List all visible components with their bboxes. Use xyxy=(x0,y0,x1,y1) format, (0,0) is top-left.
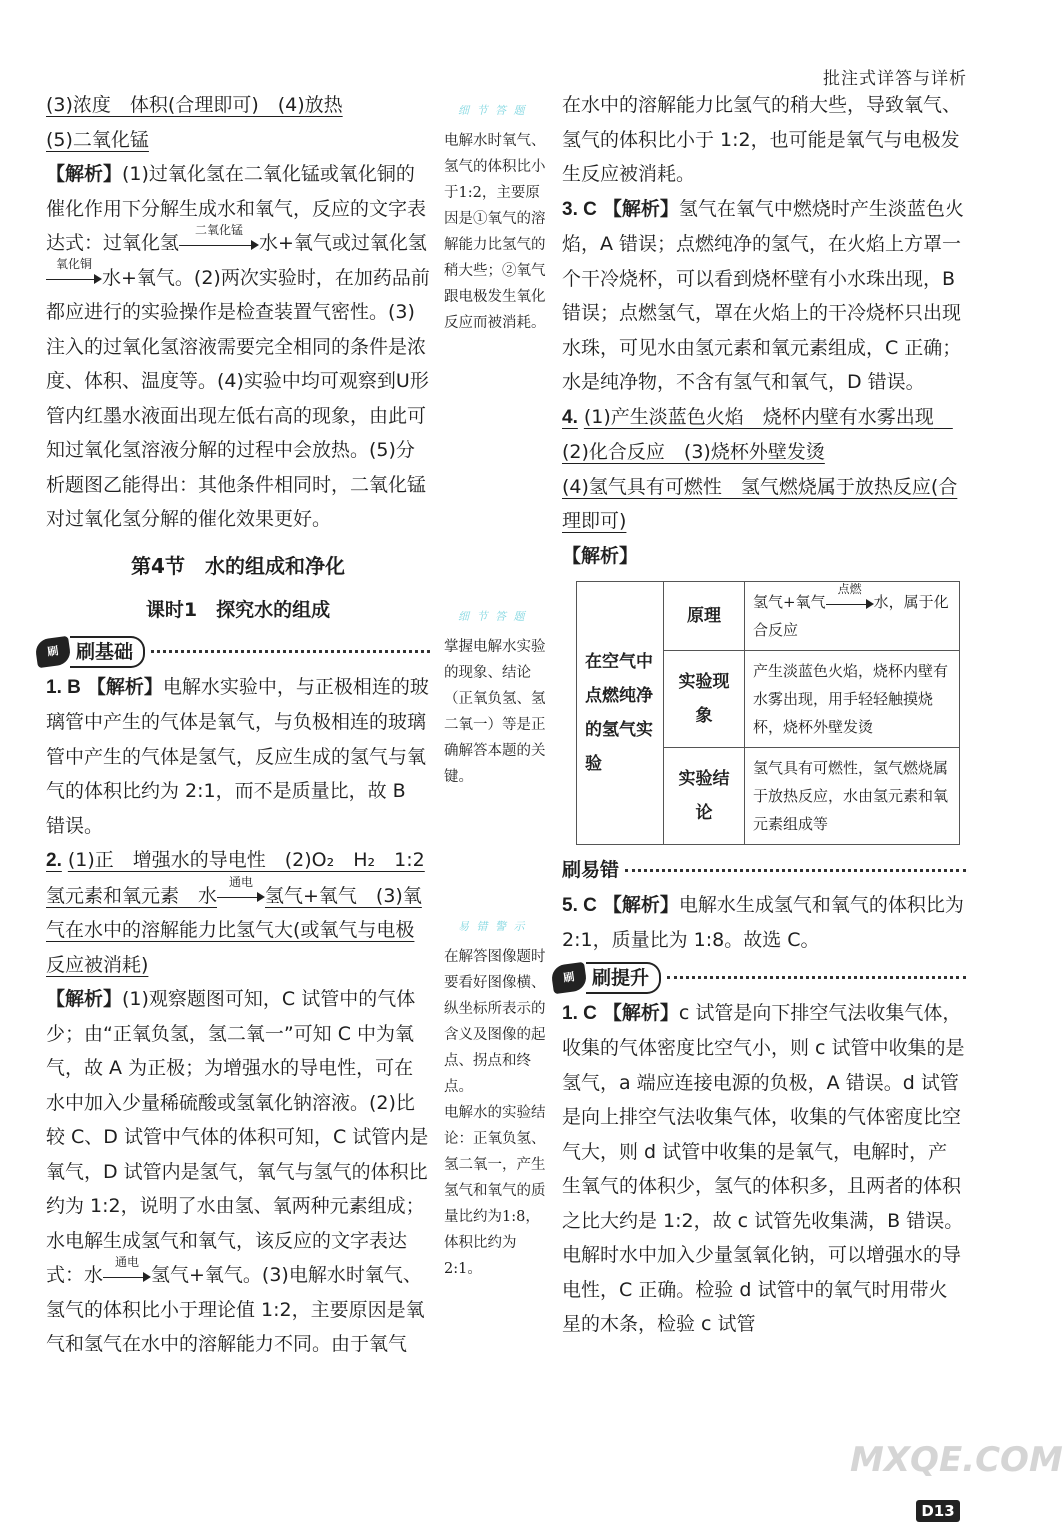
answer-text: (1)正 增强水的导电性 (2)O₂ H₂ 1:2 xyxy=(67,849,425,871)
question-1 xyxy=(46,670,430,844)
explanation-prefix: 【解析】 xyxy=(562,544,639,567)
question-2-answer xyxy=(46,843,430,879)
brush-error-banner xyxy=(562,853,966,888)
explanation-text: 电解水生成氢气和氧气的体积比为 2:1，质量比为 1:8。故选 C。 xyxy=(562,893,964,951)
lesson-title: 课时1 探究水的组成 xyxy=(145,599,331,621)
brush-error-label: 刷易错 xyxy=(562,859,620,881)
table-content: 氢气+氧气 点燃 水，属于化合反应 xyxy=(745,582,960,651)
question-number: 5. C xyxy=(562,894,597,916)
reaction-condition: 二氧化锰 xyxy=(195,222,244,237)
reaction-arrow xyxy=(217,875,265,907)
answer-text: 氢气+氧气 (3)氧气在水中的溶解能力比氢气大(或氧气与电极反应被消耗) xyxy=(46,884,422,976)
explanation-text: 氢气在氧气中燃烧时产生淡蓝色火焰，A 错误；点燃纯净的氢气，在火焰上方罩一个干冷烧杯，可以看到烧杯壁有小水珠出现，B 错误；点燃氢气，罩在火焰上的干冷烧杯只出现水珠，可见水由氢元素和氧元素组成，C 正确；水是纯净物，不含有氢气和氧气，D 错误。 xyxy=(562,197,964,393)
explanation-text: c 试管是向下排空气法收集气体，收集的气体密度比空气小，则 c 试管中收集的是氢气，a 端应连接电源的负极，A 错误。d 试管是向上排空气法收集气体，收集的气体密度比空气大，则 d 试管中收集的是氧气，电解时，产生氧气的体积少，氢气的体积多，且两者的体积之比大约是 1:2，故 c 试管先收集满，B 错误。电解时水中加入少量氢氧化钠，可以增强水的导电性，C 正确。检验 d 试管中的氧气时用带火星的木条，检验 c 试管 xyxy=(562,1001,965,1335)
page-header: 批注式详答与详析 xyxy=(823,69,967,89)
explanation-prefix: 【解析】 xyxy=(602,197,679,220)
question-3 xyxy=(562,192,966,400)
table-category: 原理 xyxy=(664,582,745,651)
question-up-1 xyxy=(562,996,966,1342)
brush-basic-label: 刷基础 xyxy=(70,636,145,668)
reaction-condition: 点燃 xyxy=(837,582,862,596)
explanation-text: 电解水实验中，与正极相连的玻璃管中产生的气体是氧气，与负极相连的玻璃管中产生的气体是氢气，反应生成的氢气与氧气的体积比约为 2:1，而不是质量比，故 B 错误。 xyxy=(46,675,429,837)
explanation xyxy=(46,157,430,537)
reaction-arrow xyxy=(179,222,259,255)
brush-up-label: 刷提升 xyxy=(586,962,661,994)
watermark: MXQE.COM xyxy=(850,1440,1063,1480)
explanation-prefix: 【解析】 xyxy=(602,893,679,916)
margin-note: 电解水的实验结论：正氧负氢、氢二氧一，产生氢气和氧气的质量比约为1:8，体积比约为2:1。 xyxy=(444,1105,546,1277)
question-4-answer: (4)氢气具有可燃性 氢气燃烧属于放热反应(合理即可) xyxy=(562,475,958,532)
note-hint-label: 易 错 警 示 xyxy=(458,920,527,933)
answer-line: (5)二氧化锰 xyxy=(46,128,149,151)
question-number: 1. B xyxy=(46,676,81,698)
note-hint-label: 细 节 答 题 xyxy=(458,104,527,117)
dotted-divider xyxy=(151,650,430,653)
explanation-text: (1)观察题图可知，C 试管中的气体少；由“正氧负氢，氢二氧一”可知 C 中为氧气，故 A 为正极；为增强水的导电性，可在水中加入少量稀硫酸或氢氧化钠溶液。(2)比较 C、D 试管中气体的体积可知，C 试管内是氧气，D 试管内是氢气，氧气与氢气的体积比约为 1:2，说明了水由氢、氧两种元素组成；水电解生成氢气和氧气，该反应的文字表达式：水 xyxy=(46,988,429,1286)
right-column xyxy=(562,88,966,1342)
note-hint-label: 细 节 答 题 xyxy=(458,610,527,623)
reaction-condition: 氧化铜 xyxy=(55,257,92,271)
summary-table xyxy=(576,581,960,845)
table-category: 实验现象 xyxy=(664,651,745,748)
margin-notes-column xyxy=(444,92,550,1282)
left-column xyxy=(46,88,430,1362)
reaction-arrow xyxy=(46,257,102,289)
reaction-arrow xyxy=(103,1254,151,1287)
margin-note: 电解水时氧气、氢气的体积比小于1:2，主要原因是①氧气的溶解能力比氢气的稍大些；②氧气跟电极发生氧化反应而被消耗。 xyxy=(444,133,546,331)
explanation-prefix: 【解析】 xyxy=(86,675,163,698)
question-number: 1. C xyxy=(562,1002,597,1024)
question-4-answer xyxy=(562,400,966,470)
reaction-arrow xyxy=(826,582,874,614)
reaction-condition: 通电 xyxy=(229,875,254,889)
continued-text: 在水中的溶解能力比氢气的稍大些，导致氧气、氢气的体积比小于 1:2，也可能是氧气与电极发生反应被消耗。 xyxy=(562,94,962,185)
explanation-prefix: 【解析】 xyxy=(602,1001,679,1024)
dotted-divider xyxy=(667,976,966,979)
reaction-condition: 通电 xyxy=(115,1254,140,1269)
explanation-text: (1)过氧化氢在二氧化锰或氧化铜的催化作用下分解生成水和氧气，反应的文字表达式：过氧化氢 xyxy=(46,163,427,254)
explanation-text: 水+氧气。(2)两次实验时，在加药品前都应进行的实验操作是检查装置气密性。(3)注入的过氧化氢溶液需要完全相同的条件是浓度、体积、温度等。(4)实验中均可观察到U形管内红墨水液面出现左低右高的现象，由此可知过氧化氢溶液分解的过程中会放热。(5)分析题图乙能得出：其他条件相同时，二氧化锰对过氧化氢分解的催化效果更好。 xyxy=(46,266,430,530)
brush-icon: 刷 xyxy=(550,961,588,993)
explanation-text: 水+氧气或过氧化氢 xyxy=(259,232,427,254)
answer-text: 氢元素和氧元素 水 xyxy=(46,884,218,907)
dotted-divider xyxy=(625,869,966,872)
explanation-text: 氢气+氧气。(3)电解水时氧气、氢气的体积比小于理论值 1:2，主要原因是氧气和氢气在水中的溶解能力不同。由于氧气 xyxy=(46,1264,425,1355)
brush-icon: 刷 xyxy=(34,635,72,667)
margin-note: 掌握电解水实验的现象、结论（正氧负氢、氢二氧一）等是正确解答本题的关键。 xyxy=(444,639,546,785)
question-2-explanation xyxy=(46,982,430,1362)
explanation-prefix: 【解析】 xyxy=(46,988,123,1010)
table-content: 产生淡蓝色火焰，烧杯内壁有水雾出现，用手轻轻触摸烧杯，烧杯外壁发烫 xyxy=(745,651,960,748)
brush-up-banner xyxy=(552,962,966,994)
question-5 xyxy=(562,888,966,958)
answer-line: (3)浓度 体积(合理即可) (4)放热 xyxy=(46,94,343,116)
question-2-answer xyxy=(46,875,430,983)
question-number: 2. xyxy=(46,850,62,871)
brush-basic-banner xyxy=(36,636,430,668)
page-number: D13 xyxy=(916,1500,960,1522)
section-title: 第4节 水的组成和净化 xyxy=(131,553,345,578)
explanation-prefix: 【解析】 xyxy=(46,163,123,185)
question-number: 3. C xyxy=(562,198,597,220)
question-number: 4. xyxy=(562,406,578,428)
answer-text: (1)产生淡蓝色火焰 烧杯内壁有水雾出现 (2)化合反应 (3)烧杯外壁发烫 xyxy=(562,405,953,463)
table-category: 实验结论 xyxy=(664,748,745,845)
table-main-cell: 在空气中点燃纯净的氢气实验 xyxy=(577,582,664,845)
margin-note: 在解答图像题时要看好图像横、纵坐标所表示的含义及图像的起点、拐点和终点。 xyxy=(444,949,546,1095)
table-content: 氢气具有可燃性，氢气燃烧属于放热反应，水由氢元素和氧元素组成等 xyxy=(745,748,960,845)
